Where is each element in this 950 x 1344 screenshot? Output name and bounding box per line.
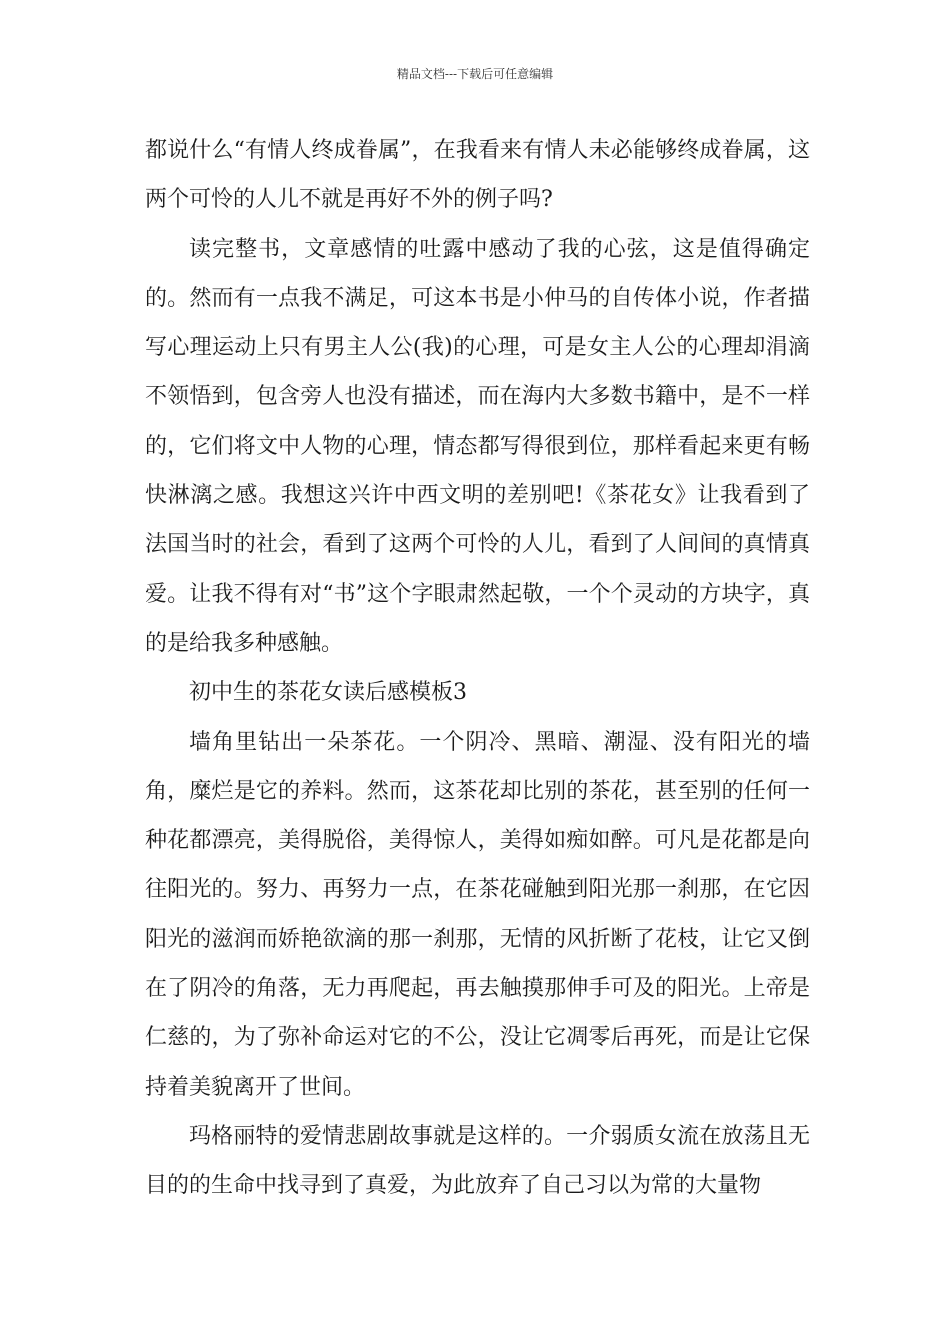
- paragraph: 读完整书，文章感情的吐露中感动了我的心弦，这是值得确定的。然而有一点我不满足，可这本书是小仲马的自传体小说，作者描写心理运动上只有男主人公(我)的心理，可是女主人公的心理却涓滴不领悟到，包含旁人也没有描述，而在海内大多数书籍中，是不一样的，它们将文中人物的心理，情态都写得很到位，那样看起来更有畅快淋漓之感。我想这兴许中西文明的差别吧!《茶花女》让我看到了法国当时的社会，看到了这两个可怜的人儿，看到了人间间的真情真爱。让我不得有对“书”这个字眼肃然起敬，一个个灵动的方块字，真的是给我多种感触。: [145, 236, 810, 656]
- paragraph: 墙角里钻出一朵茶花。一个阴冷、黑暗、潮湿、没有阳光的墙角，糜烂是它的养料。然而，这茶花却比别的茶花，甚至别的任何一种花都漂亮，美得脱俗，美得惊人，美得如痴如醉。可凡是花都是向往阳光的。努力、再努力一点，在茶花碰触到阳光那一刹那，在它因阳光的滋润而娇艳欲滴的那一刹那，无情的风折断了花枝，让它又倒在了阴冷的角落，无力再爬起，再去触摸那伸手可及的阳光。上帝是仁慈的，为了弥补命运对它的不公，没让它凋零后再死，而是让它保持着美貌离开了世间。: [145, 729, 810, 1100]
- paragraph: 都说什么“有情人终成眷属”，在我看来有情人未必能够终成眷属，这两个可怜的人儿不就是再好不外的例子吗?: [145, 138, 810, 213]
- paragraph: 玛格丽特的爱情悲剧故事就是这样的。一介弱质女流在放荡且无目的的生命中找寻到了真爱，为此放弃了自己习以为常的大量物: [145, 1123, 810, 1199]
- page-header: 精品文档---下载后可任意编辑: [396, 67, 554, 81]
- section-heading: 初中生的茶花女读后感模板3: [189, 680, 467, 706]
- document-body: [145, 126, 810, 1211]
